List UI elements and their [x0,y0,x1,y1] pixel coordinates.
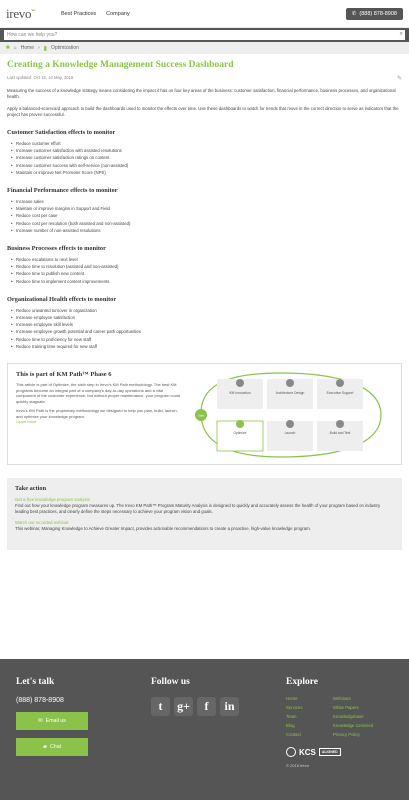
section-heading: Organizational Health effects to monitor [7,295,117,303]
list-item: • Reduce time to implement content improvements [11,278,402,285]
copyright: © 2016 Irevo [286,763,309,768]
list-item: • Reduce cost per case [11,212,402,219]
km-path-box [7,363,402,465]
explore-link[interactable]: Team [286,714,297,719]
program-analysis-text: Find out how your knowledge program measures up. The Irevo KM Path™ Program Maturity Analysis is designed to quickly and accurately assess the health of your program based on industry leading best practices, and clearly define the steps necessary to achieve your program vision and goals. [15,503,381,515]
lets-talk-title: Let's talk [16,677,55,687]
km-path-title: This is part of KM Path™ Phase 6 [16,371,112,379]
irevo-logo[interactable]: irevoˇ [6,5,36,21]
km-paragraph-2: Irevo's KM Path is the proprietary methodology we designed to help you plan, build, launch, and optimize your knowledge program. [16,408,178,419]
km-paragraph-1: This article is part of Optimize, the sixth step in Irevo's KM Path methodology. The best KM programs become an integral part of a company's day-to-day operations and a vital component of the customer experience, but without proper maintenance, your program could quickly stagnate. [16,382,181,404]
step-label: Build and Test [329,431,351,436]
breadcrumb-home[interactable]: Home [20,45,34,51]
list-item: • Reduce customer effort [11,140,402,147]
list-item: • Reduce unwanted turnover in organization [11,307,402,314]
webinar-link[interactable]: Watch our recorded webinar [15,520,69,526]
customer-satisfaction-list [11,140,402,176]
section-heading: Customer Satisfaction effects to monitor [7,129,116,136]
explore-link[interactable]: Services [286,705,303,710]
list-item: • Maintain or improve Net Promoter Score (NPS) [11,169,402,176]
financial-performance-list [11,198,402,234]
list-item: • Increase sales [11,198,402,205]
list-item: • Reduce escalations to next level [11,256,402,263]
search-input[interactable]: How can we help you? ⌕ [4,30,405,40]
program-analysis-link[interactable]: Get a free knowledge program analysis [15,497,90,503]
edit-icon[interactable]: ✎ [396,76,402,82]
step-optimize[interactable] [217,420,263,451]
follow-us-title: Follow us [151,677,190,687]
nav-company[interactable]: Company [106,10,130,17]
explore-link[interactable]: Home [286,696,298,701]
list-item: • Increase number of non-assisted resolutions [11,227,402,234]
section-heading: Financial Performance effects to monitor [7,187,118,195]
step-architecture-design[interactable] [267,379,313,409]
take-action-title: Take action [15,485,47,493]
list-item: • Increase customer satisfaction with assisted resolutions [11,147,402,154]
page-title: Creating a Knowledge Management Success Dashboard [7,60,234,70]
intro-paragraph-2: Apply a balanced-scorecard approach to build the dashboards used to monitor the effects over time. Use these dashboards to watch for trends that move in the correct direction to serve as indicators that the project has proven successful. [7,106,399,117]
optimize-icon: ▮ [43,45,47,52]
kcs-logo-icon [286,747,296,757]
list-item: • Increase employee skill levels [11,321,402,328]
chat-button[interactable]: ▰ Chat [16,738,88,756]
twitter-icon[interactable]: t [151,697,170,716]
kcs-aligned-logo: KCS ALIGNED [286,747,393,757]
facebook-icon[interactable]: f [197,697,216,716]
search-bar [0,28,409,42]
email-us-button[interactable]: ✉ Email us [16,712,88,730]
explore-link[interactable]: Privacy Policy [333,732,360,737]
explore-title: Explore [286,677,319,687]
explore-link[interactable]: Webinars [333,696,352,701]
footer [0,659,409,800]
explore-link[interactable]: Blog [286,723,295,728]
step-label: Executive Support [326,391,354,396]
breadcrumb [0,42,409,54]
take-action-box [7,478,402,550]
linkedin-icon[interactable]: in [220,697,239,716]
learn-more-link[interactable]: Learn more [16,419,37,425]
search-icon[interactable]: ⌕ [399,31,403,37]
start-marker [195,409,207,421]
list-item: • Reduce time to resolution (assisted and non-assisted) [11,263,402,270]
list-item: • Reduce training time required for new staff [11,343,402,350]
list-item: • Increase customer success with self-service (non-assisted) [11,162,402,169]
list-item: • Reduce cost per resolution (both assisted and non-assisted) [11,220,402,227]
explore-link[interactable]: Knowledge Centered [333,723,374,728]
home-icon: ⌂ [13,45,17,51]
km-path-cycle [181,371,391,459]
webinar-text: This webinar, Managing Knowledge to Achieve Greater Impact, provides actionable recommendations to create a proactive, high-value knowledge program. [15,526,311,532]
step-executive-support[interactable] [317,379,363,409]
step-label: Launch [284,431,296,436]
step-label: Architecture Design [275,391,305,396]
chat-icon: ▰ [42,744,47,750]
breadcrumb-optimization[interactable]: Optimization [50,45,79,51]
list-item: • Maintain or improve margins in Support and Field [11,205,402,212]
chevron-right-icon: › [38,45,40,51]
top-nav [0,0,409,28]
last-updated: Last updated: Oct 15, 10 May, 2016 [7,75,74,80]
explore-link[interactable]: White Papers [333,705,359,710]
footer-phone[interactable]: (888) 878-8908 [16,697,64,704]
organizational-health-list [11,307,402,350]
nav-best-practices[interactable]: Best Practices [61,10,97,17]
section-heading: Business Processes effects to monitor [7,245,106,253]
step-launch[interactable] [267,420,313,451]
step-km-innovation[interactable] [217,379,263,409]
google-plus-icon[interactable]: g+ [174,697,193,716]
km-path-diagram [181,371,393,457]
explore-link[interactable]: Contact [286,732,301,737]
business-processes-list [11,256,402,285]
phone-button[interactable]: ✆ (888) 878-8908 [346,8,403,20]
intro-paragraph-1: Measuring the success of a knowledge strategy means considering the impact it has on four key areas of the business: customer satisfaction, financial performance, business processes, and organizational health. [7,88,396,99]
start-label: Start [197,413,205,418]
list-item: • Reduce time to proficiency for new staff [11,336,402,343]
step-label: Optimize [233,431,247,436]
list-item: • Reduce time to publish new content [11,270,402,277]
phone-icon: ✆ [351,10,357,17]
explore-link[interactable]: Knowledgebase [333,714,364,719]
list-item: • Increase employee growth potential and career path opportunities [11,328,402,335]
folder-icon: ■ [6,45,10,51]
list-item: • Increase employee satisfaction [11,314,402,321]
step-label: KM Innovation [229,391,251,396]
envelope-icon: ✉ [38,718,43,724]
step-build-and-test[interactable] [317,420,363,451]
list-item: • Increase customer satisfaction ratings on content [11,154,402,161]
